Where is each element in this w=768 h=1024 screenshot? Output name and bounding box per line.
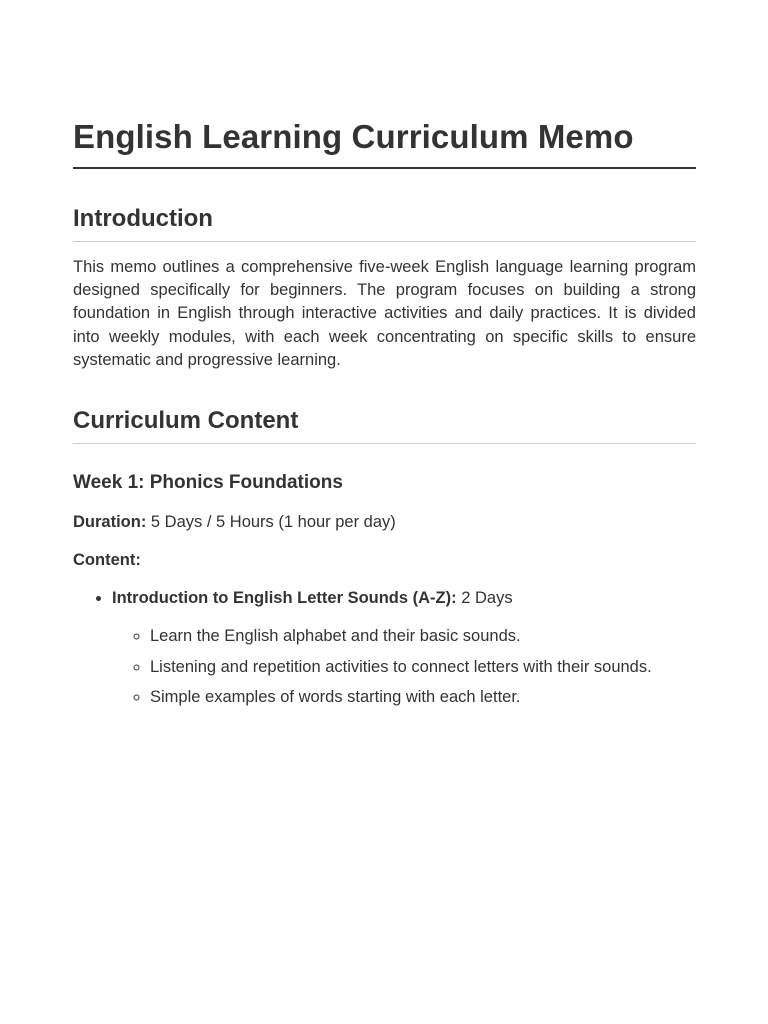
- week-1-duration: [73, 511, 696, 533]
- topic-label: Introduction to English Letter Sounds (A-Z):: [112, 589, 457, 608]
- week-1-content-label: [73, 549, 696, 571]
- title-divider: [73, 167, 696, 169]
- subtopic-item: ◦ Learn the English alphabet and their basic sounds.: [150, 625, 696, 647]
- week-1-title: Week 1: Phonics Foundations: [73, 472, 343, 494]
- curriculum-divider: [73, 443, 696, 444]
- duration-value: 5 Days / 5 Hours (1 hour per day): [150, 513, 396, 532]
- curriculum-heading: Curriculum Content: [73, 407, 299, 435]
- subtopic-item: ◦ Simple examples of words starting with each letter.: [150, 686, 696, 708]
- duration-label: Duration:: [73, 513, 147, 532]
- topic-duration: 2 Days: [461, 589, 513, 608]
- subtopic-item: ◦ Listening and repetition activities to connect letters with their sounds.: [150, 656, 696, 678]
- introduction-heading: Introduction: [73, 205, 213, 232]
- introduction-divider: [73, 241, 696, 242]
- document-title: English Learning Curriculum Memo: [73, 118, 634, 155]
- subtopic-list: [112, 625, 696, 708]
- topic-item: [112, 587, 696, 708]
- introduction-paragraph: This memo outlines a comprehensive five-week English language learning program designed specifically for beginners. The program focuses on building a strong foundation in English through interactive activities and daily practices. It is divided into weekly modules, with each week concentrating on specific skills to ensure systematic and progressive learning.: [73, 258, 696, 369]
- week-1-topic-list: [73, 587, 696, 708]
- content-label: Content:: [73, 551, 141, 570]
